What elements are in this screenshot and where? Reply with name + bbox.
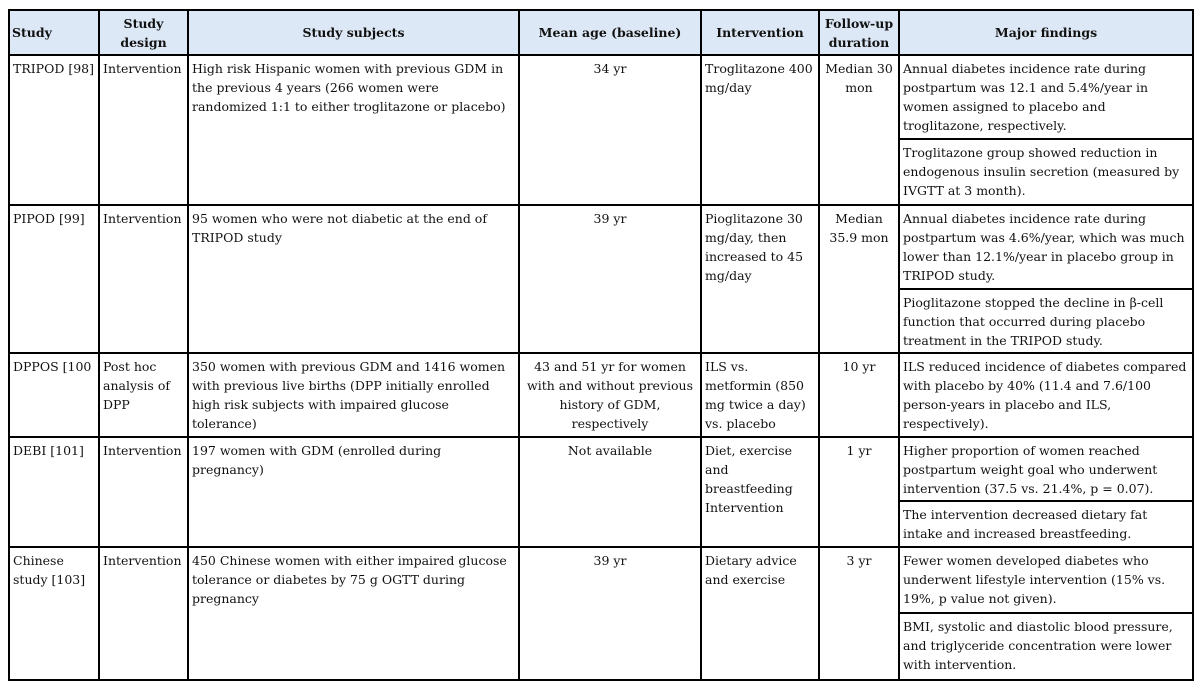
cell-study: DPPOS [100 [9, 353, 99, 437]
cell-intervention: Dietary advice and exercise [701, 547, 819, 680]
cell-design: Intervention [99, 437, 188, 547]
cell-age: 34 yr [519, 55, 701, 205]
cell-finding: Annual diabetes incidence rate during postpartum was 12.1 and 5.4%/year in women assigned to placebo and troglitazone, respectively. [899, 55, 1193, 139]
cell-subjects: 350 women with previous GDM and 1416 women with previous live births (DPP initially enrolled high risk subjects with impaired glucose tolerance) [188, 353, 519, 437]
header-study-subjects: Study subjects [188, 10, 519, 55]
cell-design: Intervention [99, 55, 188, 205]
cell-study: TRIPOD [98] [9, 55, 99, 205]
header-row [9, 10, 1193, 55]
cell-study: DEBI [101] [9, 437, 99, 547]
table-row [9, 353, 1193, 437]
table-row [9, 205, 1193, 289]
cell-age: 39 yr [519, 205, 701, 353]
cell-subjects: High risk Hispanic women with previous GDM in the previous 4 years (266 women were randomized 1:1 to either troglitazone or placebo) [188, 55, 519, 205]
cell-age: 39 yr [519, 547, 701, 680]
header-major-findings: Major findings [899, 10, 1193, 55]
cell-subjects: 450 Chinese women with either impaired glucose tolerance or diabetes by 75 g OGTT during pregnancy [188, 547, 519, 680]
cell-intervention: Pioglitazone 30 mg/day, then increased to 45 mg/day [701, 205, 819, 353]
cell-design: Intervention [99, 205, 188, 353]
cell-intervention: Diet, exercise and breastfeeding Intervention [701, 437, 819, 547]
cell-finding: BMI, systolic and diastolic blood pressure, and triglyceride concentration were lower with intervention. [899, 613, 1193, 680]
cell-followup: Median 30 mon [819, 55, 899, 205]
header-follow-up: Follow-up duration [819, 10, 899, 55]
table-row [9, 437, 1193, 501]
cell-finding: Higher proportion of women reached postpartum weight goal who underwent intervention (37.5 vs. 21.4%, p = 0.07). [899, 437, 1193, 501]
cell-subjects: 95 women who were not diabetic at the end of TRIPOD study [188, 205, 519, 353]
cell-followup: Median 35.9 mon [819, 205, 899, 353]
cell-finding: Fewer women developed diabetes who underwent lifestyle intervention (15% vs. 19%, p value not given). [899, 547, 1193, 613]
cell-finding: Troglitazone group showed reduction in endogenous insulin secretion (measured by IVGTT at 3 month). [899, 139, 1193, 205]
cell-intervention: Troglitazone 400 mg/day [701, 55, 819, 205]
header-intervention: Intervention [701, 10, 819, 55]
header-mean-age: Mean age (baseline) [519, 10, 701, 55]
cell-age: Not available [519, 437, 701, 547]
table-row [9, 55, 1193, 139]
cell-design: Intervention [99, 547, 188, 680]
cell-followup: 1 yr [819, 437, 899, 547]
cell-finding: Annual diabetes incidence rate during postpartum was 4.6%/year, which was much lower than 12.1%/year in placebo group in TRIPOD study. [899, 205, 1193, 289]
cell-age: 43 and 51 yr for women with and without previous history of GDM, respectively [519, 353, 701, 437]
cell-finding: Pioglitazone stopped the decline in β-cell function that occurred during placebo treatment in the TRIPOD study. [899, 289, 1193, 353]
cell-followup: 3 yr [819, 547, 899, 680]
cell-intervention: ILS vs. metformin (850 mg twice a day) vs. placebo [701, 353, 819, 437]
cell-finding: ILS reduced incidence of diabetes compared with placebo by 40% (11.4 and 7.6/100 person-years in placebo and ILS, respectively). [899, 353, 1193, 437]
header-study: Study [9, 10, 99, 55]
cell-subjects: 197 women with GDM (enrolled during pregnancy) [188, 437, 519, 547]
table-row [9, 547, 1193, 613]
cell-followup: 10 yr [819, 353, 899, 437]
cell-design: Post hoc analysis of DPP [99, 353, 188, 437]
cell-study: Chinese study [103] [9, 547, 99, 680]
cell-finding: The intervention decreased dietary fat intake and increased breastfeeding. [899, 501, 1193, 547]
header-study-design: Study design [99, 10, 188, 55]
cell-study: PIPOD [99] [9, 205, 99, 353]
studies-table [8, 9, 1194, 681]
